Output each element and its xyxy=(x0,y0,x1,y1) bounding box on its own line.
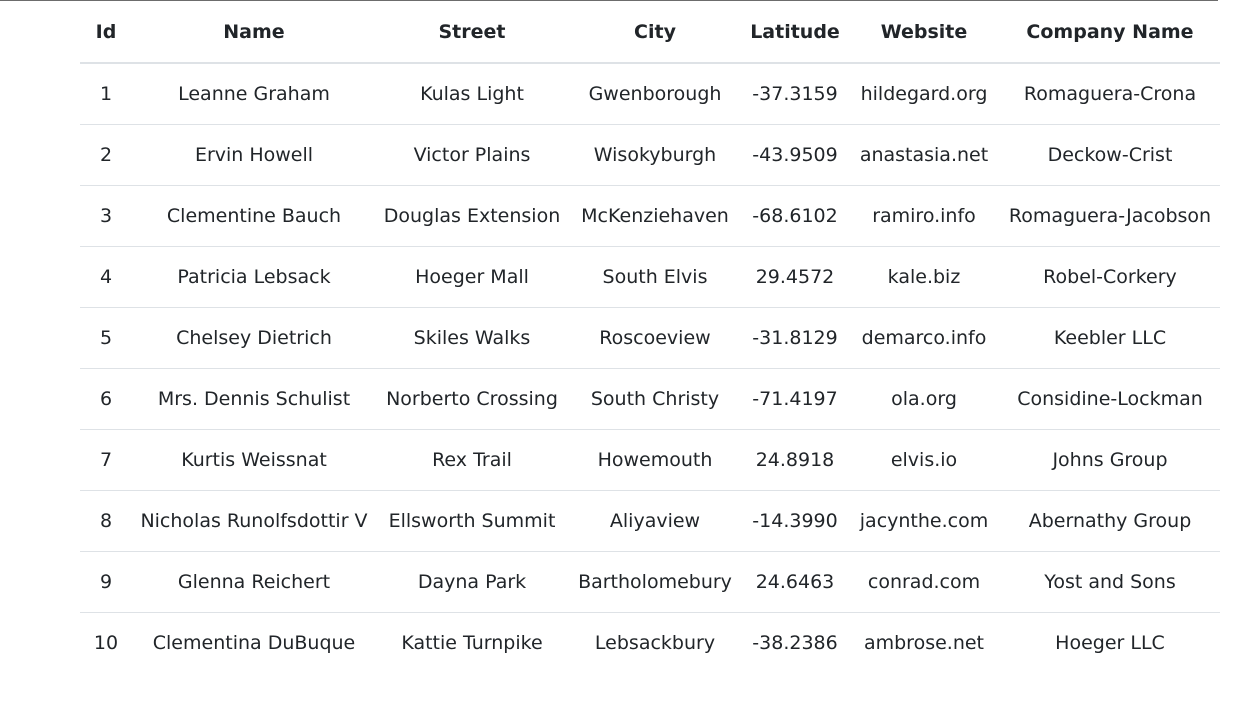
cell-street: Victor Plains xyxy=(376,125,568,186)
cell-latitude: -43.9509 xyxy=(742,125,848,186)
cell-city: South Christy xyxy=(568,369,742,430)
cell-name: Patricia Lebsack xyxy=(132,247,376,308)
cell-name: Leanne Graham xyxy=(132,63,376,125)
cell-id: 6 xyxy=(80,369,132,430)
cell-id: 2 xyxy=(80,125,132,186)
column-header-city: City xyxy=(568,1,742,63)
cell-latitude: -68.6102 xyxy=(742,186,848,247)
header-row xyxy=(80,1,1220,63)
cell-company-name: Romaguera-Jacobson xyxy=(1000,186,1220,247)
column-header-latitude: Latitude xyxy=(742,1,848,63)
cell-website: ola.org xyxy=(848,369,1000,430)
table-row xyxy=(80,613,1220,674)
table-header xyxy=(80,1,1220,63)
cell-city: Wisokyburgh xyxy=(568,125,742,186)
cell-name: Glenna Reichert xyxy=(132,552,376,613)
cell-name: Kurtis Weissnat xyxy=(132,430,376,491)
column-header-name: Name xyxy=(132,1,376,63)
cell-latitude: 24.8918 xyxy=(742,430,848,491)
cell-company-name: Deckow-Crist xyxy=(1000,125,1220,186)
cell-website: kale.biz xyxy=(848,247,1000,308)
table-row xyxy=(80,491,1220,552)
cell-city: Lebsackbury xyxy=(594,632,716,654)
cell-city: Bartholomebury xyxy=(568,552,742,613)
column-header-street: Street xyxy=(376,1,568,63)
cell-city: South Elvis xyxy=(568,247,742,308)
cell-street: Norberto Crossing xyxy=(376,369,568,430)
cell-id: 10 xyxy=(93,632,119,654)
cell-street: Rex Trail xyxy=(376,430,568,491)
cell-street: Kulas Light xyxy=(376,63,568,125)
cell-website: demarco.info xyxy=(848,308,1000,369)
cell-latitude: -14.3990 xyxy=(742,491,848,552)
cell-street: Skiles Walks xyxy=(376,308,568,369)
cell-name: Clementina DuBuque xyxy=(152,632,356,654)
cell-city: Aliyaview xyxy=(568,491,742,552)
cell-company-name: Hoeger LLC xyxy=(1055,632,1165,654)
table-row xyxy=(80,63,1220,125)
cell-latitude: -38.2386 xyxy=(752,632,838,654)
cell-id: 5 xyxy=(80,308,132,369)
cell-city: Howemouth xyxy=(568,430,742,491)
cell-latitude: -37.3159 xyxy=(742,63,848,125)
table-row xyxy=(80,125,1220,186)
cell-id: 7 xyxy=(80,430,132,491)
cell-street: Ellsworth Summit xyxy=(376,491,568,552)
cell-id: 3 xyxy=(80,186,132,247)
cell-id: 1 xyxy=(80,63,132,125)
table-row xyxy=(80,369,1220,430)
cell-id: 8 xyxy=(80,491,132,552)
cell-website: anastasia.net xyxy=(848,125,1000,186)
cell-city: McKenziehaven xyxy=(568,186,742,247)
cell-company-name: Robel-Corkery xyxy=(1000,247,1220,308)
cell-id: 9 xyxy=(80,552,132,613)
cell-website: hildegard.org xyxy=(848,63,1000,125)
table-row xyxy=(80,552,1220,613)
cell-street: Douglas Extension xyxy=(376,186,568,247)
cell-name: Mrs. Dennis Schulist xyxy=(132,369,376,430)
cell-name: Clementine Bauch xyxy=(132,186,376,247)
cell-latitude: 29.4572 xyxy=(742,247,848,308)
table-row xyxy=(80,430,1220,491)
cell-company-name: Yost and Sons xyxy=(1000,552,1220,613)
cell-website: ambrose.net xyxy=(863,632,985,654)
column-header-company-name: Company Name xyxy=(1000,1,1220,63)
cell-city: Roscoeview xyxy=(568,308,742,369)
cell-company-name: Abernathy Group xyxy=(1000,491,1220,552)
table-row xyxy=(80,308,1220,369)
cell-company-name: Keebler LLC xyxy=(1000,308,1220,369)
table-row xyxy=(80,247,1220,308)
users-table-container xyxy=(80,1,1220,673)
cell-company-name: Considine-Lockman xyxy=(1000,369,1220,430)
cell-name: Ervin Howell xyxy=(132,125,376,186)
column-header-id: Id xyxy=(80,1,132,63)
cell-website: conrad.com xyxy=(848,552,1000,613)
table-body xyxy=(80,63,1220,673)
cell-latitude: -71.4197 xyxy=(742,369,848,430)
cell-company-name: Romaguera-Crona xyxy=(1000,63,1220,125)
cell-street: Dayna Park xyxy=(376,552,568,613)
cell-company-name: Johns Group xyxy=(1000,430,1220,491)
cell-latitude: 24.6463 xyxy=(742,552,848,613)
cell-city: Gwenborough xyxy=(568,63,742,125)
table-row xyxy=(80,186,1220,247)
cell-street: Hoeger Mall xyxy=(376,247,568,308)
cell-street: Kattie Turnpike xyxy=(401,632,543,654)
users-table xyxy=(80,1,1220,673)
cell-latitude: -31.8129 xyxy=(742,308,848,369)
cell-website: ramiro.info xyxy=(848,186,1000,247)
cell-name: Nicholas Runolfsdottir V xyxy=(132,491,376,552)
cell-id: 4 xyxy=(80,247,132,308)
cell-website: elvis.io xyxy=(848,430,1000,491)
cell-name: Chelsey Dietrich xyxy=(132,308,376,369)
column-header-website: Website xyxy=(848,1,1000,63)
cell-website: jacynthe.com xyxy=(848,491,1000,552)
